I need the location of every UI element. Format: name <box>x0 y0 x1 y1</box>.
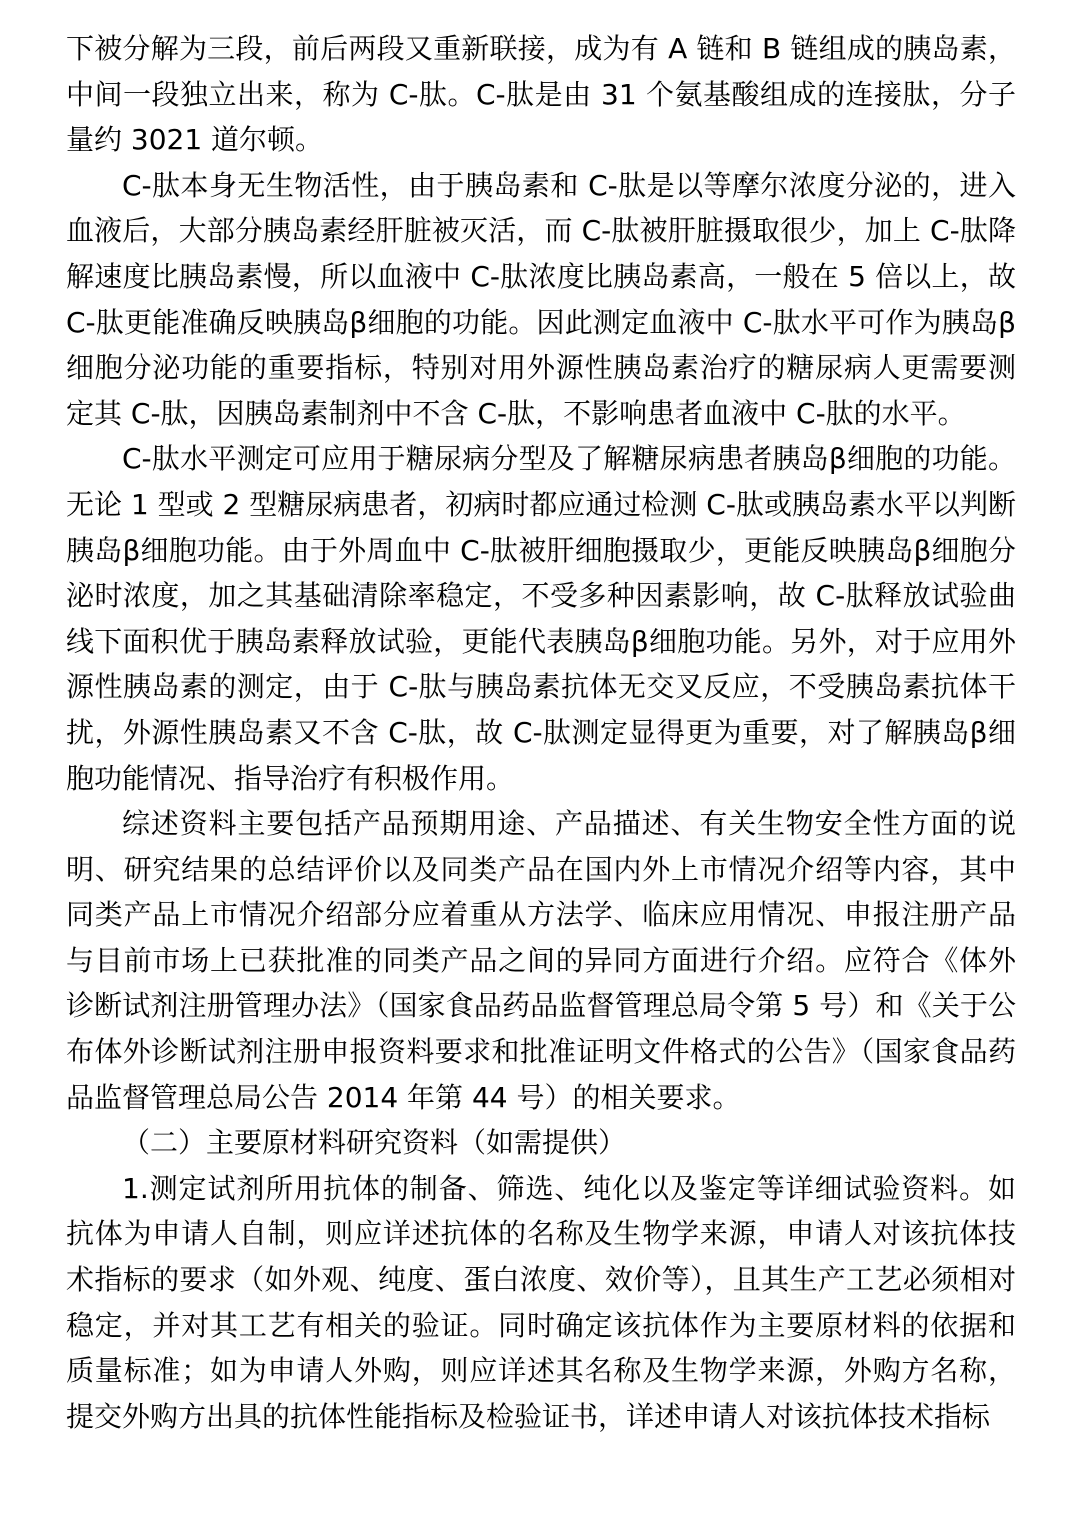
paragraph-c-peptide-origin: 下被分解为三段，前后两段又重新联接，成为有 A 链和 B 链组成的胰岛素，中间一段独立出来，称为 C-肽。C-肽是由 31 个氨基酸组成的连接肽，分子量约 3021 道尔顿。 <box>66 32 1016 157</box>
paragraph-antibody-preparation: 1.测定试剂所用抗体的制备、筛选、纯化以及鉴定等详细试验资料。如抗体为申请人自制，则应详述抗体的名称及生物学来源，申请人对该抗体技术指标的要求（如外观、纯度、蛋白浓度、效价等），且其生产工艺必须相对稳定，并对其工艺有相关的验证。同时确定该抗体作为主要原材料的依据和质量标准；如为申请人外购，则应详述其名称及生物学来源，外购方名称，提交外购方出具的抗体性能指标及检验证书，详述申请人对该抗体技术指标 <box>66 1171 1016 1433</box>
document-page <box>66 26 1016 1439</box>
paragraph-summary-materials: 综述资料主要包括产品预期用途、产品描述、有关生物安全性方面的说明、研究结果的总结评价以及同类产品在国内外上市情况介绍等内容，其中同类产品上市情况介绍部分应着重从方法学、临床应用情况、申报注册产品与目前市场上已获批准的同类产品之间的异同方面进行介绍。应符合《体外诊断试剂注册管理办法》（国家食品药品监督管理总局令第 5 号）和《关于公布体外诊断试剂注册申报资料要求和批准证明文件格式的公告》（国家食品药品监督管理总局公告 2014 年第 44 号）的相关要求。 <box>66 807 1016 1114</box>
section-heading-raw-materials: （二）主要原材料研究资料（如需提供） <box>122 1126 627 1160</box>
paragraph-c-peptide-application: C-肽水平测定可应用于糖尿病分型及了解糖尿病患者胰岛β细胞的功能。无论 1 型或 2 型糖尿病患者，初病时都应通过检测 C-肽或胰岛素水平以判断胰岛β细胞功能。由于外周血中 C-肽被肝细胞摄取少，更能反映胰岛β细胞分泌时浓度，加之其基础清除率稳定，不受多种因素影响，故 C-肽释放试验曲线下面积优于胰岛素释放试验，更能代表胰岛β细胞功能。另外，对于应用外源性胰岛素的测定，由于 C-肽与胰岛素抗体无交叉反应，不受胰岛素抗体干扰，外源性胰岛素又不含 C-肽，故 C-肽测定显得更为重要，对了解胰岛β细胞功能情况、指导治疗有积极作用。 <box>66 442 1016 795</box>
paragraph-c-peptide-activity: C-肽本身无生物活性，由于胰岛素和 C-肽是以等摩尔浓度分泌的，进入血液后，大部分胰岛素经肝脏被灭活，而 C-肽被肝脏摄取很少，加上 C-肽降解速度比胰岛素慢，所以血液中 C-肽浓度比胰岛素高，一般在 5 倍以上，故 C-肽更能准确反映胰岛β细胞的功能。因此测定血液中 C-肽水平可作为胰岛β细胞分泌功能的重要指标，特别对用外源性胰岛素治疗的糖尿病人更需要测定其 C-肽，因胰岛素制剂中不含 C-肽，不影响患者血液中 C-肽的水平。 <box>66 168 1016 430</box>
